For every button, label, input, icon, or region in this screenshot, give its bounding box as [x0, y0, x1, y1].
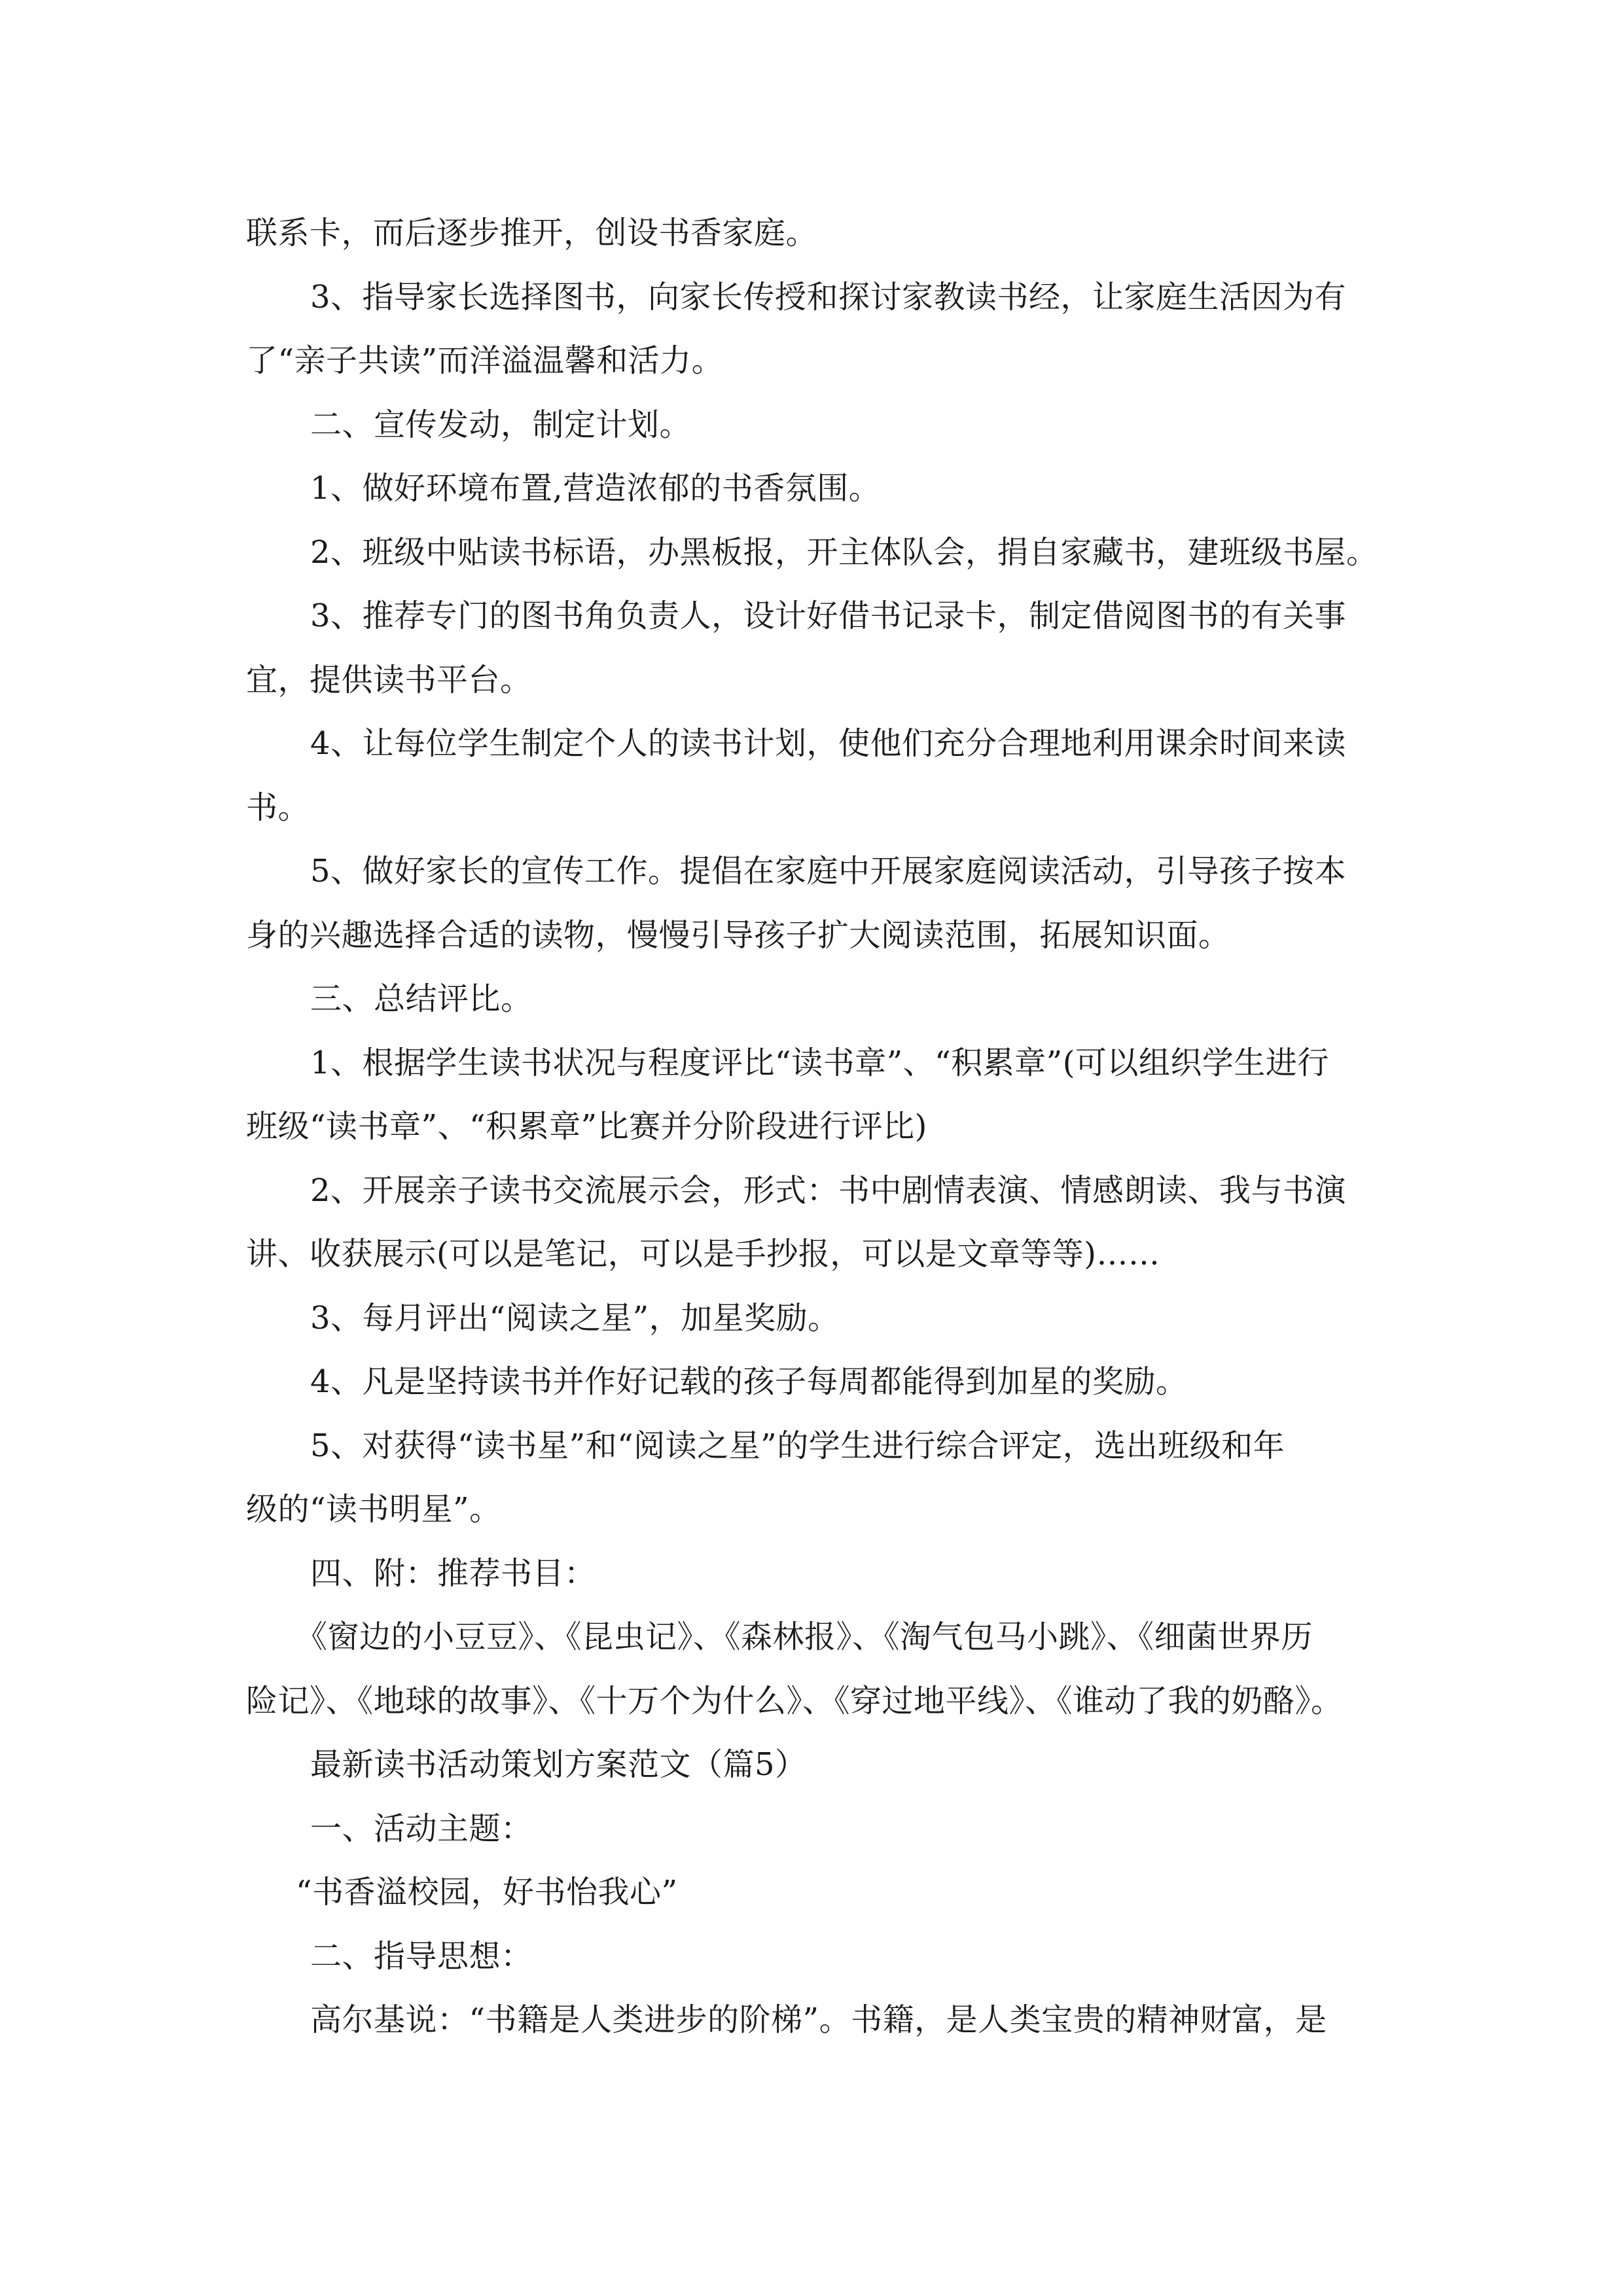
text-line-11: 5、做好家长的宣传工作。提倡在家庭中开展家庭阅读活动，引导孩子按本: [310, 853, 1347, 889]
text-line-16: 2、开展亲子读书交流展示会，形式：书中剧情表演、情感朗读、我与书演: [310, 1172, 1347, 1209]
section-heading-guiding-idea: 二、指导思想：: [310, 1937, 533, 1975]
article-title: 最新读书活动策划方案范文（篇5）: [310, 1746, 807, 1783]
text-line-15: 班级“读书章”、“积累章”比赛并分阶段进行评比): [246, 1108, 927, 1145]
text-line-12: 身的兴趣选择合适的读物，慢慢引导孩子扩大阅读范围，拓展知识面。: [246, 916, 1230, 954]
text-line-3: 了“亲子共读”而洋溢温馨和活力。: [246, 342, 724, 379]
section-heading-3: 三、总结评比。: [310, 980, 533, 1017]
text-line-6: 2、班级中贴读书标语，办黑板报，开主体队会，捐自家藏书，建班级书屋。: [310, 533, 1378, 571]
book-list-line-1: 《窗边的小豆豆》、《昆虫记》、《森林报》、《淘气包马小跳》、《细菌世界历: [296, 1619, 1313, 1655]
section-heading-activity-theme: 一、活动主题：: [310, 1810, 533, 1847]
text-line-5: 1、做好环境布置,营造浓郁的书香氛围。: [310, 470, 881, 507]
text-line-2: 3、指导家长选择图书，向家长传授和探讨家教读书经，让家庭生活因为有: [310, 278, 1347, 315]
text-line-8: 宜，提供读书平台。: [246, 661, 532, 698]
text-line-21: 级的“读书明星”。: [246, 1491, 501, 1528]
text-line-14: 1、根据学生读书状况与程度评比“读书章”、“积累章”(可以组织学生进行: [310, 1044, 1329, 1081]
book-list-line-2: 险记》、《地球的故事》、《十万个为什么》、《穿过地平线》、《谁动了我的奶酪》。: [246, 1682, 1343, 1719]
text-line-9: 4、让每位学生制定个人的读书计划，使他们充分合理地利用课余时间来读: [310, 725, 1347, 762]
section-heading-4: 四、附：推荐书目：: [310, 1554, 596, 1592]
activity-theme-text: “书香溢校园，好书怡我心”: [296, 1874, 678, 1910]
text-line-20: 5、对获得“读书星”和“阅读之星”的学生进行综合评定，选出班级和年: [310, 1427, 1285, 1464]
text-line-7: 3、推荐专门的图书角负责人，设计好借书记录卡，制定借阅图书的有关事: [310, 598, 1347, 634]
text-line-10: 书。: [246, 789, 310, 826]
text-line-29: 高尔基说：“书籍是人类进步的阶梯”。书籍，是人类宝贵的精神财富，是: [310, 2001, 1327, 2038]
section-heading-2: 二、宣传发动，制定计划。: [310, 406, 692, 443]
text-line-19: 4、凡是坚持读书并作好记载的孩子每周都能得到加星的奖励。: [310, 1363, 1188, 1400]
text-line-17: 讲、收获展示(可以是笔记，可以是手抄报，可以是文章等等)……: [246, 1236, 1160, 1272]
text-line-18: 3、每月评出“阅读之星”，加星奖励。: [310, 1299, 840, 1336]
document-body: [246, 202, 1380, 2053]
text-line-1: 联系卡，而后逐步推开，创设书香家庭。: [246, 215, 818, 251]
